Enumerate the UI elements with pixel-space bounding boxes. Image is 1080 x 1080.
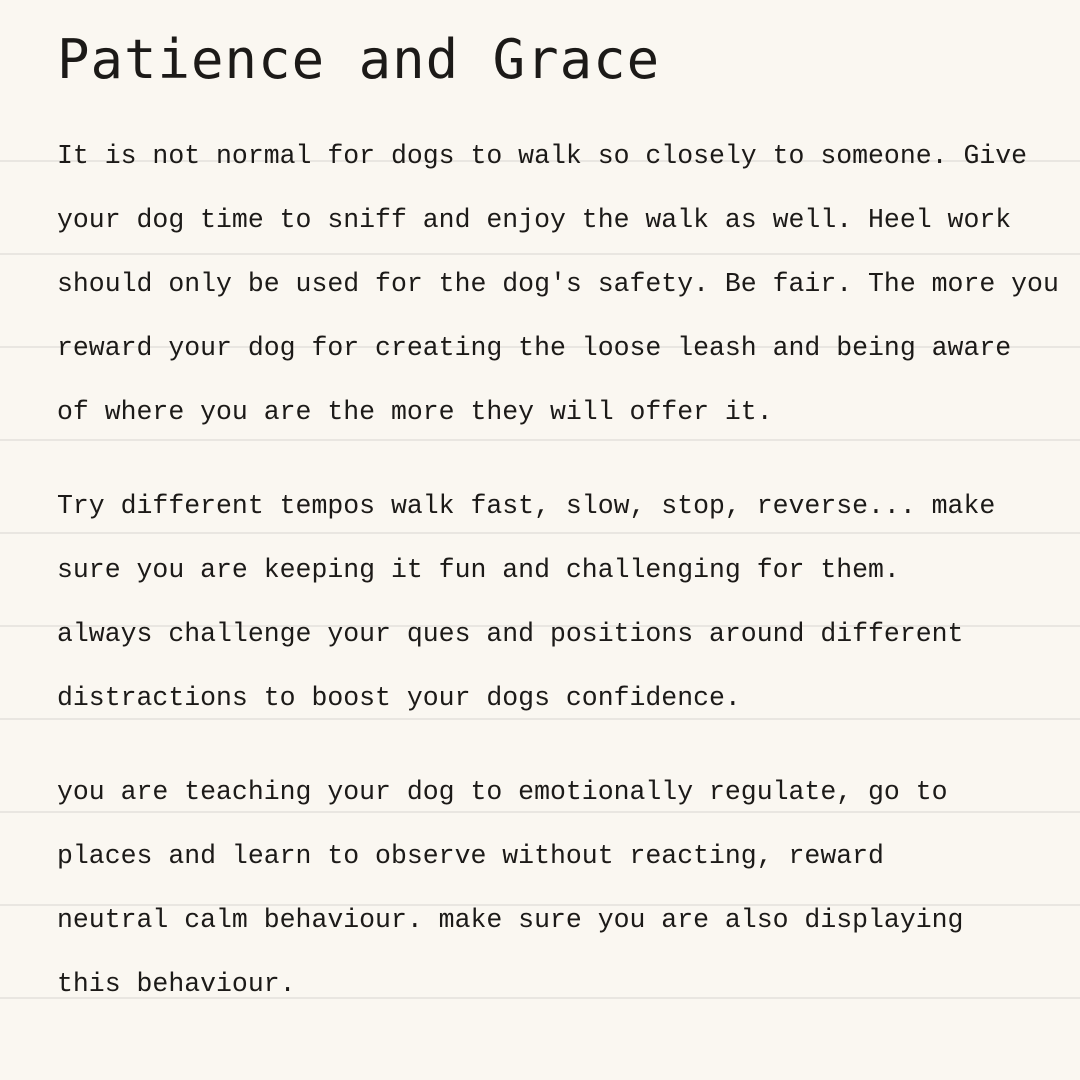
text-line: reward your dog for creating the loose leash and being aware <box>57 333 1012 363</box>
text-line: distractions to boost your dogs confidence. <box>57 683 741 713</box>
ruled-line <box>0 718 1080 720</box>
text-line: this behaviour. <box>57 969 296 999</box>
text-line: always challenge your ques and positions around different <box>57 619 964 649</box>
text-line: sure you are keeping it fun and challenging for them. <box>57 555 900 585</box>
text-line: of where you are the more they will offer it. <box>57 397 773 427</box>
ruled-line <box>0 253 1080 255</box>
text-line: should only be used for the dog's safety. Be fair. The more you <box>57 269 1059 299</box>
text-line: Try different tempos walk fast, slow, stop, reverse... make <box>57 491 996 521</box>
ruled-line <box>0 532 1080 534</box>
text-line: your dog time to sniff and enjoy the walk as well. Heel work <box>57 205 1012 235</box>
text-line: you are teaching your dog to emotionally regulate, go to <box>57 777 948 807</box>
ruled-line <box>0 439 1080 441</box>
page-title: Patience and Grace <box>57 28 661 91</box>
text-line: neutral calm behaviour. make sure you are also displaying <box>57 905 964 935</box>
text-line: places and learn to observe without reacting, reward <box>57 841 884 871</box>
ruled-line <box>0 811 1080 813</box>
text-line: It is not normal for dogs to walk so closely to someone. Give <box>57 141 1028 171</box>
